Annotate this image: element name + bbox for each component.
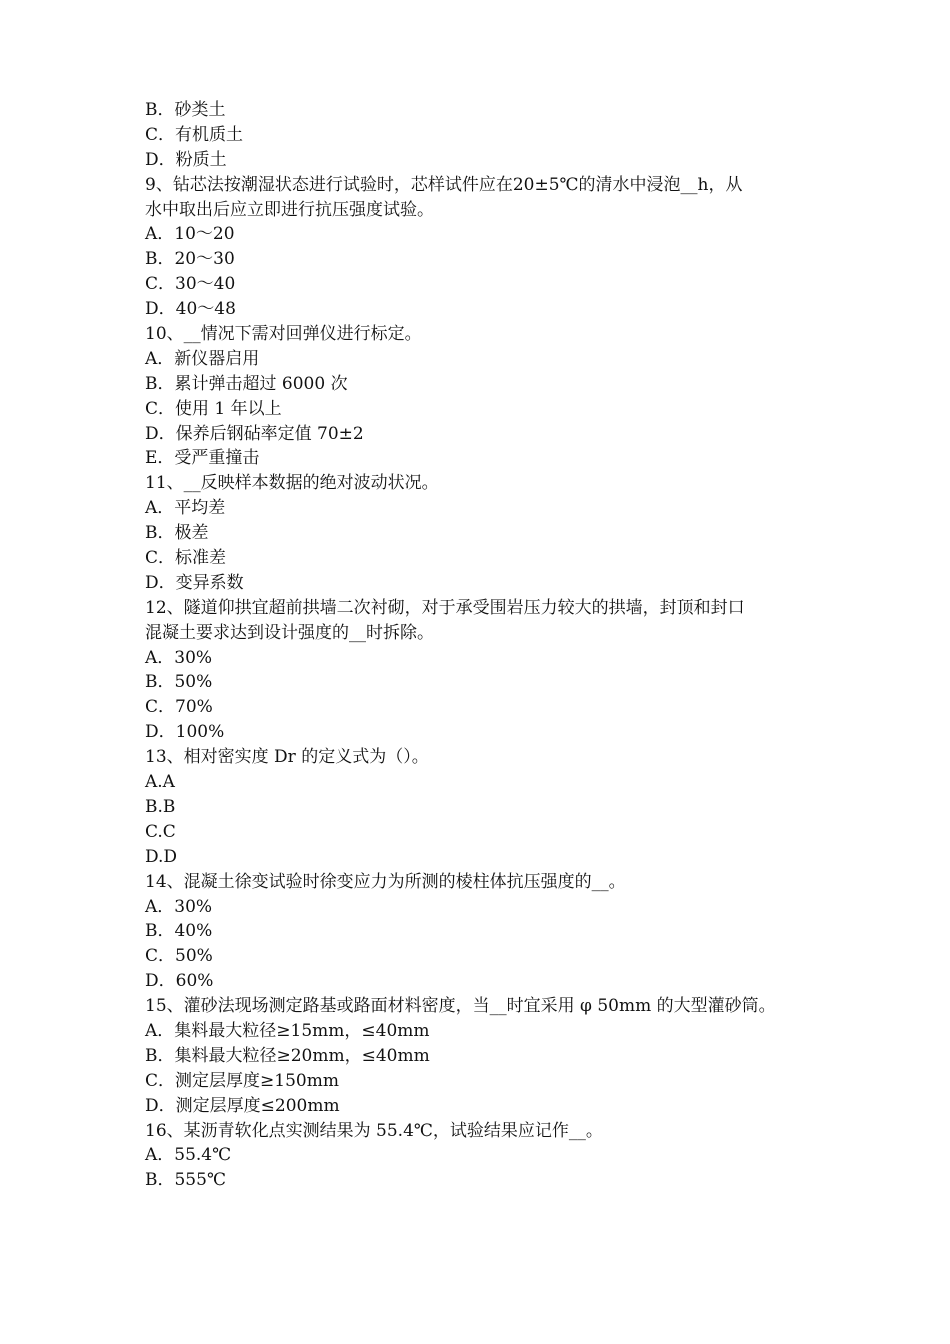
q9-option-d: D．40～48	[145, 299, 236, 320]
q11-option-b: B．极差	[145, 523, 209, 544]
q9-option-b: B．20～30	[145, 249, 235, 270]
q11-option-a: A．平均差	[145, 498, 226, 519]
document-page	[145, 98, 825, 1193]
q16-option-b: B．555℃	[145, 1170, 226, 1191]
question-11-text: 11、__反映样本数据的绝对波动状况。	[145, 473, 439, 494]
q12-option-a: A．30%	[145, 647, 213, 668]
q14-option-a: A．30%	[145, 896, 213, 917]
q11-option-c: C．标准差	[145, 548, 227, 569]
q14-option-b: B．40%	[145, 921, 213, 942]
question-16-text: 16、某沥青软化点实测结果为 55.4℃，试验结果应记作__。	[145, 1120, 603, 1141]
question-14-text: 14、混凝土徐变试验时徐变应力为所测的棱柱体抗压强度的__。	[145, 871, 626, 892]
question-15-text: 15、灌砂法现场测定路基或路面材料密度，当__时宜采用 φ 50mm 的大型灌砂筒。	[145, 996, 776, 1017]
q9-option-c: C．30～40	[145, 274, 236, 295]
q13-option-c: C.C	[145, 821, 176, 842]
q15-option-d: D．测定层厚度≤200mm	[145, 1095, 340, 1116]
question-12-text: 12、隧道仰拱宜超前拱墙二次衬砌，对于承受围岩压力较大的拱墙，封顶和封口	[145, 597, 745, 618]
option-b-line: B．砂类土	[145, 100, 226, 120]
question-13-text: 13、相对密实度 Dr 的定义式为（）。	[145, 747, 429, 768]
q13-option-b: B.B	[145, 796, 176, 817]
q13-option-a: A.A	[145, 772, 175, 793]
q16-option-a: A．55.4℃	[145, 1145, 232, 1166]
q13-option-d: D.D	[145, 846, 178, 867]
question-9-text: 9、钻芯法按潮湿状态进行试验时，芯样试件应在20±5℃的清水中浸泡__h，从	[145, 174, 743, 195]
q15-option-b: B．集料最大粒径≥20mm，≤40mm	[145, 1045, 430, 1066]
question-9-text-cont: 水中取出后应立即进行抗压强度试验。	[145, 199, 434, 220]
q14-option-c: C．50%	[145, 946, 213, 967]
option-d-line: D．粉质土	[145, 149, 227, 170]
option-c-line: C．有机质土	[145, 124, 244, 145]
question-12-text-cont: 混凝土要求达到设计强度的__时拆除。	[145, 622, 434, 643]
q12-option-d: D．100%	[145, 722, 225, 743]
q10-option-a: A．新仪器启用	[145, 348, 260, 369]
q9-option-a: A．10～20	[145, 224, 235, 245]
q11-option-d: D．变异系数	[145, 572, 244, 593]
q10-option-e: E．受严重撞击	[145, 448, 260, 469]
q12-option-c: C．70%	[145, 697, 213, 718]
q14-option-d: D．60%	[145, 971, 214, 992]
q12-option-b: B．50%	[145, 672, 213, 693]
q15-option-c: C．测定层厚度≥150mm	[145, 1070, 339, 1091]
q15-option-a: A．集料最大粒径≥15mm，≤40mm	[145, 1020, 430, 1041]
question-10-text: 10、__情况下需对回弹仪进行标定。	[145, 324, 422, 345]
q10-option-c: C．使用 1 年以上	[145, 398, 282, 419]
q10-option-b: B．累计弹击超过 6000 次	[145, 373, 348, 394]
q10-option-d: D．保养后钢砧率定值 70±2	[145, 423, 364, 444]
